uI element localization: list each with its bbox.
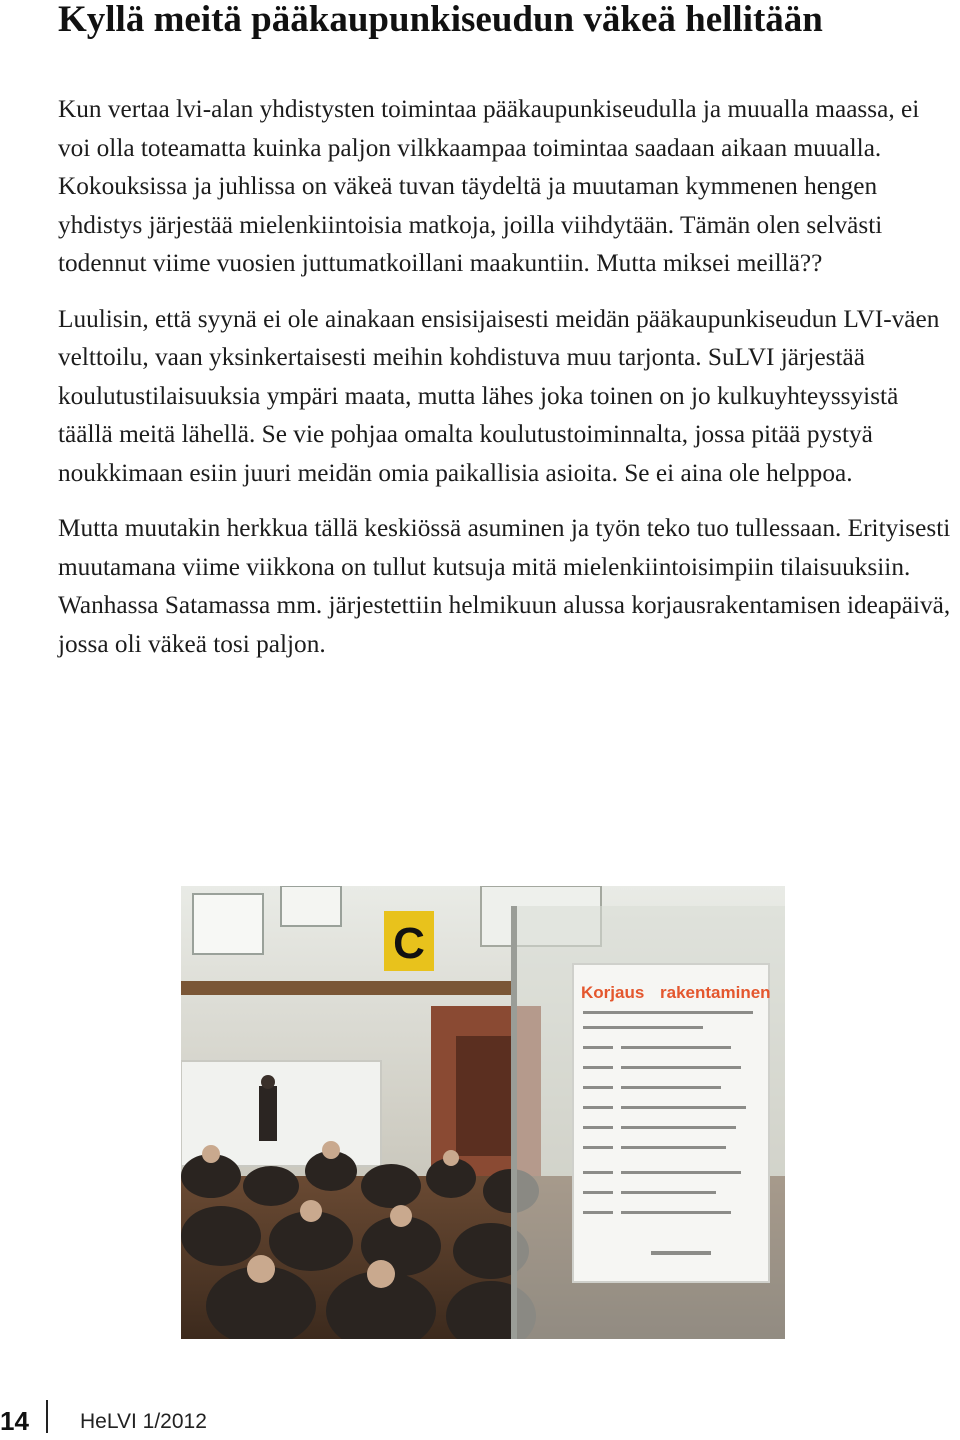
publication-issue: HeLVI 1/2012	[80, 1410, 207, 1433]
event-photo	[181, 886, 785, 1339]
paragraph-2: Luulisin, että syynä ei ole ainakaan ensisijaisesti meidän pääkaupunkiseudun LVI-väen velttoilu, vaan yksinkertaisesti meihin kohdistuva muu tarjonta. SuLVI järjestää koulutustilaisuuksia ympäri maata, mutta lähes joka toinen on jo kulkuyhteyssyistä täällä meitä lähellä. Se vie pohjaa omalta koulutustoiminnalta, jossa pitää pystyä noukkimaan esiin juuri meidän omia paikallisia asioita. Se ei aina ole helppoa.	[58, 304, 940, 487]
hall-sign-letter: C	[393, 919, 425, 968]
article-body	[58, 90, 956, 680]
footer-divider	[46, 1400, 48, 1433]
wooden-beam	[181, 981, 511, 995]
speaker-figure	[259, 1086, 277, 1141]
dark-doorway	[456, 1036, 516, 1156]
page-title: Kyllä meitä pääkaupunkiseudun väkeä hellitään	[58, 0, 823, 40]
paragraph-1: Kun vertaa lvi-alan yhdistysten toimintaa pääkaupunkiseudulla ja muualla maassa, ei voi olla toteamatta kuinka paljon vilkkaampaa toimintaa saadaan aikaan muualla. Kokouksissa ja juhlissa on väkeä tuvan täydeltä ja muutaman kymmenen hengen yhdistys järjestää mielenkiintoisia matkoja, joilla viihdytään. Tämän olen selvästi todennut viime vuosien juttumatkoillani maakuntiin. Mutta miksei meillä??	[58, 95, 920, 277]
page-footer	[0, 1400, 300, 1440]
page-number: 14	[0, 1406, 29, 1436]
paragraph-3: Mutta muutakin herkkua tällä keskiössä asuminen ja työn teko tuo tullessaan. Erityisesti muutamana viime viikkona on tullut kutsuja mitä mielenkiintoisimpiin tilaisuuksiin. Wanhassa Satamassa mm. järjestettiin helmikuun alussa korjausrakentamisen ideapäivä, jossa oli väkeä tosi paljon.	[58, 514, 951, 658]
window	[193, 894, 263, 954]
event-photo-illustration	[181, 886, 785, 1339]
poster-title-part1: Korjaus	[581, 983, 645, 1002]
poster-title-part2: rakentaminen	[660, 983, 771, 1002]
window	[281, 886, 341, 926]
